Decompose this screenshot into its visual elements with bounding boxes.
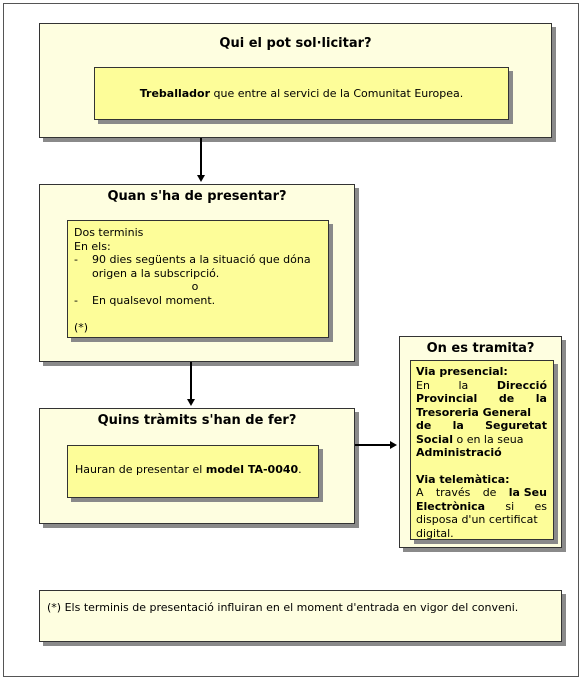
telematica-line-1 (416, 486, 547, 500)
word-de: de (498, 392, 515, 405)
term-item-2 (74, 294, 324, 308)
word-la-2: la (535, 392, 547, 405)
presencial-rest: o en la seua (452, 432, 524, 446)
presencial-line-1 (416, 379, 547, 393)
word-traves: través (435, 486, 471, 499)
word-administracio: Administració (416, 446, 502, 459)
when-to-submit-title: Quan s'ha de presentar? (107, 189, 287, 204)
where-processed-inner-box (410, 360, 554, 540)
arrow-3-line (355, 444, 391, 446)
footnote-marker: (*) (74, 320, 89, 334)
word-la-3: la (452, 419, 464, 432)
where-processed-title: On es tramita? (426, 341, 535, 356)
procedures-title: Quins tràmits s'han de fer? (97, 413, 297, 428)
procedures-post: . (298, 463, 302, 476)
word-la: la (458, 378, 469, 392)
procedures-text (75, 463, 302, 477)
who-can-request-text (95, 87, 508, 101)
footnote-box (39, 590, 562, 642)
two-terms-line: Dos terminis (74, 226, 144, 239)
arrow-2-head (187, 399, 195, 406)
procedures-box (39, 408, 355, 524)
word-en: En (416, 378, 430, 392)
where-processed-box (399, 336, 562, 548)
telematica-line-3: disposa d'un certificat (416, 513, 538, 526)
word-de-2: de (416, 419, 432, 432)
bullet-1: - (74, 253, 78, 266)
or-text: o (191, 280, 199, 293)
word-a: A (416, 486, 424, 499)
arrow-1-head (197, 175, 205, 182)
in-them-line: En els: (74, 239, 111, 253)
procedures-inner-box (67, 445, 319, 498)
word-es: es (534, 499, 547, 513)
arrow-3-head (390, 441, 397, 449)
presencial-line-4 (416, 419, 547, 433)
arrow-2-line (190, 362, 192, 400)
where-processed-text (416, 365, 547, 540)
when-to-submit-box (39, 184, 355, 362)
word-tresoreria-general: Tresoreria General (416, 405, 532, 419)
telematica-line-2 (416, 500, 547, 514)
telematica-label: Via telemàtica: (416, 472, 510, 486)
presencial-label: Via presencial: (416, 365, 508, 378)
presencial-line-2 (416, 392, 547, 406)
word-electronica: Electrònica (416, 499, 486, 513)
when-to-submit-inner-box (67, 220, 329, 338)
footnote-text: (*) Els terminis de presentació influiran en el moment d'entrada en vigor del conveni. (47, 601, 519, 614)
term-item-2-text: En qualsevol moment. (92, 293, 216, 307)
worker-rest: que entre al servici de la Comunitat Europea. (210, 87, 464, 100)
model-ta-0040: model TA-0040 (205, 463, 299, 476)
word-provincial: Provincial (416, 392, 478, 405)
presencial-line-5 (416, 433, 547, 447)
who-can-request-inner-box (94, 67, 509, 120)
telematica-line-4: digital. (416, 526, 454, 540)
word-la-seu: la Seu (508, 486, 547, 499)
word-de-3: de (482, 486, 497, 499)
word-direccio: Direcció (496, 378, 547, 392)
worker-bold: Treballador (139, 87, 211, 100)
term-item-1 (74, 253, 324, 280)
word-seguretat: Seguretat (485, 419, 547, 432)
arrow-1-line (200, 138, 202, 176)
term-item-1-line-b: origen a la subscripció. (92, 266, 220, 280)
who-can-request-title: Qui el pot sol·licitar? (219, 36, 372, 51)
who-can-request-box (39, 23, 552, 138)
word-si: si (505, 499, 515, 513)
bullet-2: - (74, 293, 78, 307)
procedures-pre: Hauran de presentar el (75, 463, 206, 476)
when-to-submit-text (74, 226, 324, 334)
word-social: Social (416, 432, 453, 446)
term-item-1-line-a: 90 dies següents a la situació que dóna (92, 253, 311, 266)
